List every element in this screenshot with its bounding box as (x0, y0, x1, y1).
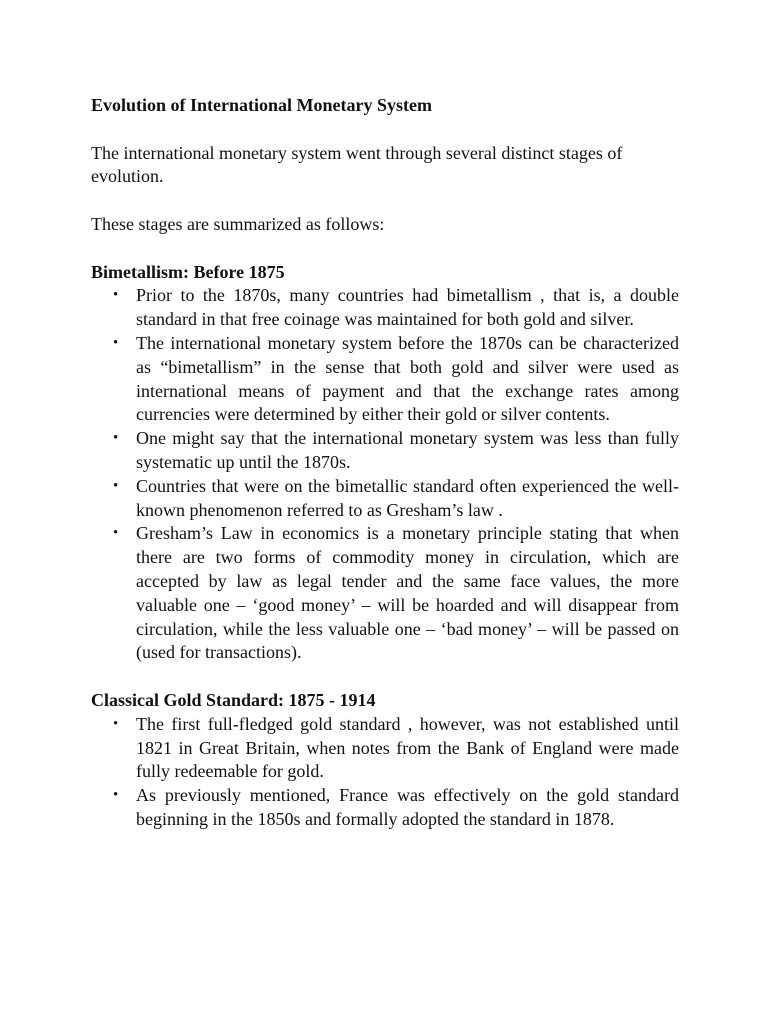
section-spacer (91, 665, 679, 689)
bullet-list (91, 713, 679, 832)
bullet-item: • One might say that the international monetary system was less than fully systematic up until the 1870s. (91, 427, 679, 475)
bullet-item: • Prior to the 1870s, many countries had bimetallism , that is, a double standard in that free coinage was maintained for both gold and silver. (91, 284, 679, 332)
document-title: Evolution of International Monetary System (91, 95, 432, 115)
section-heading: Classical Gold Standard: 1875 - 1914 (91, 689, 376, 710)
section-classical-gold-standard (91, 689, 679, 832)
section-bimetallism (91, 261, 679, 666)
bullet-list (91, 284, 679, 665)
summary-line: These stages are summarized as follows: (91, 213, 385, 234)
document-body (91, 94, 679, 832)
bullet-item: • The first full-fledged gold standard , however, was not established until 1821 in Great Britain, when notes from the Bank of England were made fully redeemable for gold. (91, 713, 679, 784)
intro-paragraph: The international monetary system went through several distinct stages of evolution. (91, 142, 623, 187)
bullet-item: • The international monetary system before the 1870s can be characterized as “bimetallism” in the sense that both gold and silver were used as international means of payment and that the exchange rates among currencies were determined by either their gold or silver contents. (91, 332, 679, 427)
section-heading: Bimetallism: Before 1875 (91, 261, 285, 282)
bullet-item: • Gresham’s Law in economics is a monetary principle stating that when there are two forms of commodity money in circulation, which are accepted by law as legal tender and the same face values, the more valuable one – ‘good money’ – will be hoarded and will disappear from circulation, while the less valuable one – ‘bad money’ – will be passed on (used for transactions). (91, 522, 679, 665)
bullet-item: • Countries that were on the bimetallic standard often experienced the well-known phenomenon referred to as Gresham’s law . (91, 475, 679, 523)
bullet-item: • As previously mentioned, France was effectively on the gold standard beginning in the 1850s and formally adopted the standard in 1878. (91, 784, 679, 832)
